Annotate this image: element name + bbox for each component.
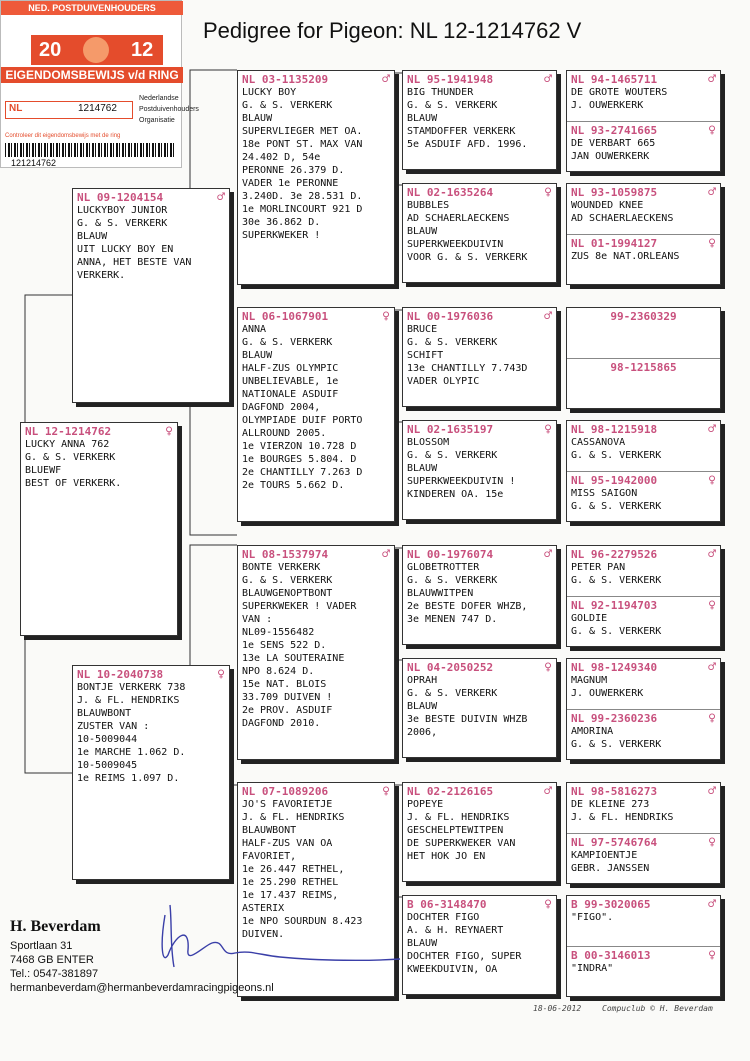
ring-country: NL xyxy=(9,103,23,114)
box-line: 33.709 DUIVEN ! xyxy=(242,692,333,703)
box-line: KAMPIOENTJE xyxy=(571,850,638,861)
ring-id: NL 95-1942000 xyxy=(571,473,658,487)
box-line: 2e TOURS 5.662 D. xyxy=(242,480,345,491)
female-icon: ♀ xyxy=(708,947,716,963)
ring-number xyxy=(567,834,720,849)
box-line: 13e LA SOUTERAINE xyxy=(242,653,345,664)
box-line: NATIONALE ASDUIF xyxy=(242,389,339,400)
box-line: BLAUW xyxy=(407,226,438,237)
female-icon: ♀ xyxy=(544,659,552,675)
box-line: OPRAH xyxy=(407,675,438,686)
pedigree-box-b13[interactable] xyxy=(402,658,557,758)
pair-a xyxy=(567,184,720,234)
ring-number xyxy=(403,308,556,323)
pair-b xyxy=(567,709,720,760)
box-line: HALF-ZUS VAN OA xyxy=(242,838,333,849)
box-line: JAN OUWERKERK xyxy=(571,151,650,162)
ring-id: NL 98-5816273 xyxy=(571,784,658,798)
ring-number xyxy=(567,546,720,561)
pair-b xyxy=(567,234,720,285)
ring-id: NL 08-1537974 xyxy=(242,547,329,561)
box-line: 30e 36.862 D. xyxy=(242,217,321,228)
box-line: LUCKY BOY xyxy=(242,87,297,98)
ring-number xyxy=(238,71,394,86)
pedigree-pair-p7[interactable] xyxy=(566,782,721,884)
pedigree-box-b1[interactable] xyxy=(20,422,178,636)
box-line: G. & S. VERKERK xyxy=(407,100,498,111)
pair-a xyxy=(567,896,720,946)
ring-id: NL 01-1994127 xyxy=(571,236,658,250)
pedigree-box-b14[interactable] xyxy=(402,782,557,882)
ring-number xyxy=(567,659,720,674)
box-line: ALLROUND 2005. xyxy=(242,428,327,439)
barcode-text: 121214762 xyxy=(11,158,57,168)
box-line: DAGFOND 2010. xyxy=(242,718,321,729)
box-line: BLAUW xyxy=(407,938,438,949)
box-line: STAMDOFFER VERKERK xyxy=(407,126,516,137)
box-line: G. & S. VERKERK xyxy=(571,739,662,750)
box-line: BLAUWWITPEN xyxy=(407,588,474,599)
box-line: BLAUW xyxy=(77,231,108,242)
male-icon: ♂ xyxy=(217,189,225,205)
box-line: VAN : xyxy=(242,614,273,625)
pair-b xyxy=(567,946,720,997)
ring-year-left: 20 xyxy=(39,39,62,61)
box-line: BLAUW xyxy=(242,113,273,124)
box-line: G. & S. VERKERK xyxy=(571,575,662,586)
pedigree-box-b2[interactable] xyxy=(72,188,230,403)
male-icon: ♂ xyxy=(708,896,716,912)
ring-id: NL 96-2279526 xyxy=(571,547,658,561)
owner-city: 7468 GB ENTER xyxy=(10,954,94,966)
box-line: SUPERKWEEKDUIVIN xyxy=(407,239,504,250)
pedigree-box-b4[interactable] xyxy=(237,70,395,285)
box-line: BLAUWGENOPTBONT xyxy=(242,588,333,599)
ring-card-label: EIGENDOMSBEWIJS v/d RING xyxy=(1,67,183,83)
box-line: 24.402 D, 54e xyxy=(242,152,321,163)
ring-number xyxy=(73,189,229,204)
box-line: 1e MORLINCOURT 921 D xyxy=(242,204,363,215)
male-icon: ♂ xyxy=(708,659,716,675)
ring-id: NL 07-1089206 xyxy=(242,784,329,798)
box-line: ZUSTER VAN : xyxy=(77,721,150,732)
box-line: G. & S. VERKERK xyxy=(407,688,498,699)
box-line: BUBBLES xyxy=(407,200,450,211)
box-line: SUPERKWEKER ! xyxy=(242,230,321,241)
box-line: GLOBETROTTER xyxy=(407,562,480,573)
page-title: Pedigree for Pigeon: NL 12-1214762 V xyxy=(203,18,582,43)
female-icon: ♀ xyxy=(708,710,716,726)
ring-number xyxy=(238,783,394,798)
pair-b xyxy=(567,358,720,409)
box-line: UNBELIEVABLE, 1e xyxy=(242,376,339,387)
ring-number xyxy=(567,597,720,612)
box-line: 10-5009045 xyxy=(77,760,138,771)
ring-id: NL 09-1204154 xyxy=(77,190,164,204)
box-line: BLAUW xyxy=(242,350,273,361)
male-icon: ♂ xyxy=(708,421,716,437)
box-line: CASSANOVA xyxy=(571,437,626,448)
box-line: G. & S. VERKERK xyxy=(242,337,333,348)
box-line: 2e PROV. ASDUIF xyxy=(242,705,333,716)
box-line: DE KLEINE 273 xyxy=(571,799,650,810)
box-line: G. & S. VERKERK xyxy=(407,575,498,586)
ring-id: NL 12-1214762 xyxy=(25,424,112,438)
box-line: G. & S. VERKERK xyxy=(25,452,116,463)
box-line: SCHIFT xyxy=(407,350,444,361)
pair-a xyxy=(567,421,720,471)
ring-id: NL 94-1465711 xyxy=(571,72,658,86)
lion-emblem-icon xyxy=(83,37,109,63)
female-icon: ♀ xyxy=(217,666,225,682)
ring-number xyxy=(21,423,177,438)
ring-number-field xyxy=(5,101,133,119)
ring-number xyxy=(403,783,556,798)
box-line: 1e NPO SOURDUN 8.423 xyxy=(242,916,363,927)
female-icon: ♀ xyxy=(165,423,173,439)
pedigree-box-b8[interactable] xyxy=(402,70,557,170)
box-line: G. & S. VERKERK xyxy=(407,450,498,461)
pedigree-box-b3[interactable] xyxy=(72,665,230,880)
pedigree-pair-p1[interactable] xyxy=(566,70,721,172)
ring-id: NL 99-2360236 xyxy=(571,711,658,725)
box-line: SUPERKWEKER ! VADER xyxy=(242,601,357,612)
male-icon: ♂ xyxy=(544,71,552,87)
ring-id: NL 98-1215918 xyxy=(571,422,658,436)
box-line: 1e BOURGES 5.804. D xyxy=(242,454,357,465)
ring-id: NL 06-1067901 xyxy=(242,309,329,323)
box-line: 1e 25.290 RETHEL xyxy=(242,877,339,888)
box-line: BRUCE xyxy=(407,324,438,335)
ring-number xyxy=(567,235,720,250)
box-line: DE GROTE WOUTERS xyxy=(571,87,668,98)
box-line: MAGNUM xyxy=(571,675,608,686)
box-line: J. & FL. HENDRIKS xyxy=(77,695,180,706)
ring-number xyxy=(567,472,720,487)
ring-id: NL 02-2126165 xyxy=(407,784,494,798)
box-line: 2006, xyxy=(407,727,438,738)
pair-a xyxy=(567,783,720,833)
male-icon: ♂ xyxy=(544,546,552,562)
ring-number xyxy=(403,421,556,436)
box-line: DE VERBART 665 xyxy=(571,138,656,149)
box-line: AMORINA xyxy=(571,726,614,737)
box-line: NL09-1556482 xyxy=(242,627,315,638)
ring-id: NL 10-2040738 xyxy=(77,667,164,681)
box-line: 5e ASDUIF AFD. 1996. xyxy=(407,139,528,150)
box-line: UIT LUCKY BOY EN xyxy=(77,244,174,255)
box-line: ANNA xyxy=(242,324,267,335)
ring-number xyxy=(403,71,556,86)
handwritten-signature xyxy=(150,895,410,975)
box-line: 18e PONT ST. MAX VAN xyxy=(242,139,363,150)
female-icon: ♀ xyxy=(708,235,716,251)
female-icon: ♀ xyxy=(708,472,716,488)
box-line: G. & S. VERKERK xyxy=(571,450,662,461)
ring-id: 99-2360329 xyxy=(610,309,677,323)
box-line: G. & S. VERKERK xyxy=(77,218,168,229)
ring-id: B 00-3146013 xyxy=(571,948,651,962)
box-line: BLUEWF xyxy=(25,465,62,476)
box-line: 1e VIERZON 10.728 D xyxy=(242,441,357,452)
pedigree-pair-p5[interactable] xyxy=(566,545,721,647)
ring-org-name: NED. POSTDUIVENHOUDERS ORGANISATIE xyxy=(1,1,183,15)
box-line: VADER OLYPIC xyxy=(407,376,480,387)
pedigree-pair-p8[interactable] xyxy=(566,895,721,997)
owner-phone: Tel.: 0547-381897 xyxy=(10,968,99,980)
box-line: 1e 26.447 RETHEL, xyxy=(242,864,345,875)
box-line: G. & S. VERKERK xyxy=(242,575,333,586)
pair-b xyxy=(567,121,720,172)
ring-number xyxy=(403,546,556,561)
box-line: FAVORIET, xyxy=(242,851,297,862)
box-line: DUIVEN. xyxy=(242,929,285,940)
female-icon: ♀ xyxy=(708,122,716,138)
box-line: BIG THUNDER xyxy=(407,87,474,98)
box-line: 1e MARCHE 1.062 D. xyxy=(77,747,186,758)
box-line: GOLDIE xyxy=(571,613,608,624)
box-line: J. OUWERKERK xyxy=(571,100,644,111)
box-line: BLAUW xyxy=(407,113,438,124)
ring-id: NL 02-1635264 xyxy=(407,185,494,199)
box-line: DAGFOND 2004, xyxy=(242,402,321,413)
box-line: DOCHTER FIGO xyxy=(407,912,480,923)
ring-year xyxy=(31,35,163,65)
ring-id: NL 02-1635197 xyxy=(407,422,494,436)
pair-a xyxy=(567,659,720,709)
box-line: BEST OF VERKERK. xyxy=(25,478,122,489)
ring-number xyxy=(73,666,229,681)
female-icon: ♀ xyxy=(544,184,552,200)
box-line: LUCKY ANNA 762 xyxy=(25,439,110,450)
box-line: HALF-ZUS OLYMPIC xyxy=(242,363,339,374)
ring-number xyxy=(567,421,720,436)
box-line: 1e REIMS 1.097 D. xyxy=(77,773,180,784)
pedigree-pair-p4[interactable] xyxy=(566,420,721,522)
female-icon: ♀ xyxy=(708,834,716,850)
footer-software: Compuclub © H. Beverdam xyxy=(602,1004,713,1013)
box-line: 2e BESTE DOFER WHZB, xyxy=(407,601,528,612)
footer-date: 18-06-2012 xyxy=(533,1004,582,1013)
ring-number xyxy=(403,184,556,199)
box-line: DE SUPERKWEKER VAN xyxy=(407,838,516,849)
pedigree-box-b6[interactable] xyxy=(237,545,395,760)
pedigree-box-b9[interactable] xyxy=(402,183,557,283)
male-icon: ♂ xyxy=(708,546,716,562)
female-icon: ♀ xyxy=(544,421,552,437)
barcode xyxy=(5,143,175,157)
pedigree-box-b12[interactable] xyxy=(402,545,557,645)
ring-number xyxy=(567,783,720,798)
box-line: ANNA, HET BESTE VAN xyxy=(77,257,192,268)
pair-a xyxy=(567,546,720,596)
ring-number xyxy=(567,710,720,725)
box-line: BONTE VERKERK xyxy=(242,562,321,573)
pedigree-box-b11[interactable] xyxy=(402,420,557,520)
pair-a xyxy=(567,308,720,358)
box-line: VADER 1e PERONNE xyxy=(242,178,339,189)
ring-id: NL 98-1249340 xyxy=(571,660,658,674)
male-icon: ♂ xyxy=(382,71,390,87)
box-line: 13e CHANTILLY 7.743D xyxy=(407,363,528,374)
ring-note: Controleer dit eigendomsbewijs met de ring xyxy=(5,133,121,139)
box-line: G. & S. VERKERK xyxy=(571,626,662,637)
box-line: ZUS 8e NAT.ORLEANS xyxy=(571,251,680,262)
female-icon: ♀ xyxy=(708,597,716,613)
female-icon: ♀ xyxy=(382,308,390,324)
ring-number xyxy=(403,659,556,674)
box-line: POPEYE xyxy=(407,799,444,810)
ring-number xyxy=(403,896,556,911)
pedigree-box-b15[interactable] xyxy=(402,895,557,995)
box-line: J. OUWERKERK xyxy=(571,688,644,699)
box-line: 1e 17.437 REIMS, xyxy=(242,890,339,901)
male-icon: ♂ xyxy=(382,546,390,562)
female-icon: ♀ xyxy=(544,896,552,912)
pedigree-box-b10[interactable] xyxy=(402,307,557,407)
box-line: GESCHELPTEWITPEN xyxy=(407,825,504,836)
box-line: PERONNE 26.379 D. xyxy=(242,165,345,176)
box-line: "INDRA" xyxy=(571,963,614,974)
ring-id: B 99-3020065 xyxy=(571,897,651,911)
box-line: SUPERVLIEGER MET OA. xyxy=(242,126,363,137)
box-line: WOUNDED KNEE xyxy=(571,200,644,211)
ring-number xyxy=(567,359,720,374)
box-line: G. & S. VERKERK xyxy=(242,100,333,111)
ring-id: NL 04-2050252 xyxy=(407,660,494,674)
box-line: 3e MENEN 747 D. xyxy=(407,614,498,625)
owner-name: H. Beverdam xyxy=(10,918,101,935)
male-icon: ♂ xyxy=(544,783,552,799)
ring-number xyxy=(567,122,720,137)
box-line: BLOSSOM xyxy=(407,437,450,448)
box-line: GEBR. JANSSEN xyxy=(571,863,650,874)
box-line: DOCHTER FIGO, SUPER xyxy=(407,951,522,962)
box-line: J. & FL. HENDRIKS xyxy=(242,812,345,823)
pedigree-box-b5[interactable] xyxy=(237,307,395,522)
box-line: 2e CHANTILLY 7.263 D xyxy=(242,467,363,478)
box-line: HET HOK JO EN xyxy=(407,851,486,862)
ring-number xyxy=(567,896,720,911)
pair-a xyxy=(567,71,720,121)
box-line: MISS SAIGON xyxy=(571,488,638,499)
ring-id: 98-1215865 xyxy=(610,360,677,374)
female-icon: ♀ xyxy=(382,783,390,799)
box-line: BLAUW xyxy=(407,463,438,474)
box-line: KWEEKDUIVIN, OA xyxy=(407,964,498,975)
box-line: J. & FL. HENDRIKS xyxy=(571,812,674,823)
box-line: BLAUW xyxy=(407,701,438,712)
male-icon: ♂ xyxy=(708,71,716,87)
ring-number xyxy=(567,184,720,199)
pair-b xyxy=(567,471,720,522)
ring-id: B 06-3148470 xyxy=(407,897,487,911)
box-line: NPO 8.624 D. xyxy=(242,666,315,677)
ring-id: NL 95-1941948 xyxy=(407,72,494,86)
owner-email[interactable]: hermanbeverdam@hermanbeverdamracingpigeons.nl xyxy=(10,982,274,994)
ring-year-right: 12 xyxy=(131,39,154,61)
box-line: ASTERIX xyxy=(242,903,285,914)
pedigree-pair-p3[interactable] xyxy=(566,307,721,409)
ring-number: 1214762 xyxy=(78,103,117,114)
ring-id: NL 00-1976036 xyxy=(407,309,494,323)
box-line: AD SCHAERLAECKENS xyxy=(407,213,510,224)
box-line: G. & S. VERKERK xyxy=(571,501,662,512)
ring-side-text: Nederlandse Postduivenhouders Organisatie xyxy=(139,95,199,124)
box-line: 1e SENS 522 D. xyxy=(242,640,327,651)
ring-number xyxy=(238,308,394,323)
box-line: 3e BESTE DUIVIN WHZB xyxy=(407,714,528,725)
box-line: PETER PAN xyxy=(571,562,626,573)
pedigree-pair-p2[interactable] xyxy=(566,183,721,285)
owner-street: Sportlaan 31 xyxy=(10,940,73,952)
pedigree-pair-p6[interactable] xyxy=(566,658,721,760)
box-line: BONTJE VERKERK 738 xyxy=(77,682,186,693)
ring-id: NL 97-5746764 xyxy=(571,835,658,849)
box-line: OLYMPIADE DUIF PORTO xyxy=(242,415,363,426)
box-line: KINDEREN OA. 15e xyxy=(407,489,504,500)
pair-b xyxy=(567,596,720,647)
box-line: JO'S FAVORIETJE xyxy=(242,799,333,810)
box-line: VERKERK. xyxy=(77,270,126,281)
male-icon: ♂ xyxy=(708,783,716,799)
box-line: "FIGO". xyxy=(571,912,614,923)
ring-id: NL 92-1194703 xyxy=(571,598,658,612)
ring-id: NL 93-1059875 xyxy=(571,185,658,199)
box-line: VOOR G. & S. VERKERK xyxy=(407,252,528,263)
box-line: G. & S. VERKERK xyxy=(407,337,498,348)
male-icon: ♂ xyxy=(544,308,552,324)
ring-number xyxy=(567,71,720,86)
box-line: BLAUWBONT xyxy=(242,825,297,836)
ring-id: NL 00-1976074 xyxy=(407,547,494,561)
box-line: 15e NAT. BLOIS xyxy=(242,679,327,690)
box-line: SUPERKWEEKDUIVIN ! xyxy=(407,476,516,487)
ring-id: NL 93-2741665 xyxy=(571,123,658,137)
box-line: 3.240D. 3e 28.531 D. xyxy=(242,191,363,202)
ring-ownership-card xyxy=(0,0,199,168)
pair-b xyxy=(567,833,720,884)
ring-id: NL 03-1135209 xyxy=(242,72,329,86)
box-line: 10-5009044 xyxy=(77,734,138,745)
box-line: BLAUWBONT xyxy=(77,708,132,719)
box-line: J. & FL. HENDRIKS xyxy=(407,812,510,823)
male-icon: ♂ xyxy=(708,184,716,200)
ring-number xyxy=(567,947,720,962)
box-line: A. & H. REYNAERT xyxy=(407,925,504,936)
box-line: LUCKYBOY JUNIOR xyxy=(77,205,168,216)
ring-number xyxy=(238,546,394,561)
ring-number xyxy=(567,308,720,323)
box-line: AD SCHAERLAECKENS xyxy=(571,213,674,224)
